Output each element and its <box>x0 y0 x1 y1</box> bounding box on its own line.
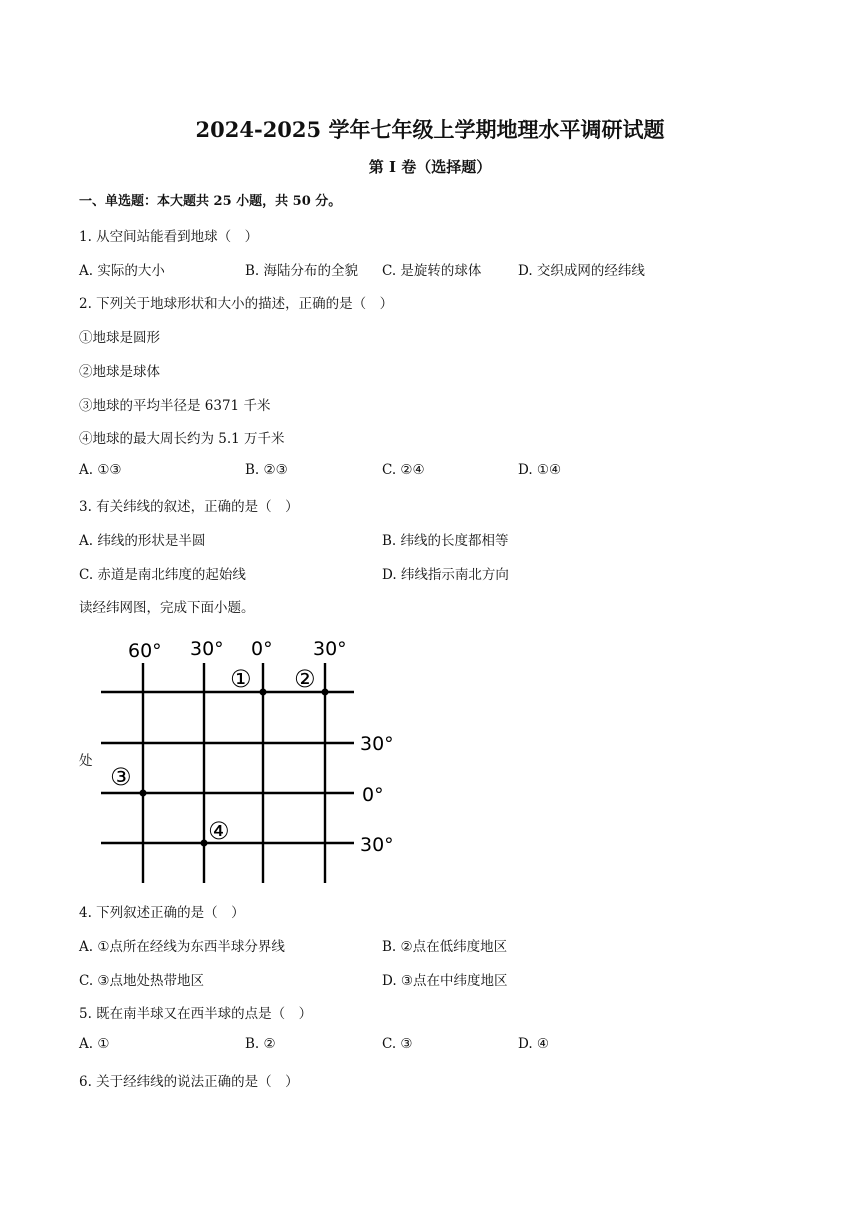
point-1-dot <box>260 689 267 696</box>
q2-option-a: A. ①③ <box>79 462 122 478</box>
point-label-3: ③ <box>110 763 132 791</box>
latitude-label-0: 0° <box>362 784 384 806</box>
q2-option-d: D. ①④ <box>518 462 562 478</box>
q1-option-d: D. 交织成网的经纬线 <box>518 263 645 279</box>
q4-option-c: C. ③点地处热带地区 <box>79 973 205 989</box>
q1-option-c: C. 是旋转的球体 <box>382 263 482 279</box>
question-2-stem: 2. 下列关于地球形状和大小的描述，正确的是（ ） <box>79 296 394 312</box>
question-4-stem: 4. 下列叙述正确的是（ ） <box>79 905 245 921</box>
q4-option-b: B. ②点在低纬度地区 <box>382 939 508 955</box>
section-heading: 一、单选题：本大题共 25 小题，共 50 分。 <box>79 194 342 209</box>
point-4-dot <box>201 840 208 847</box>
question-1-stem: 1. 从空间站能看到地球（ ） <box>79 229 259 245</box>
q5-option-d: D. ④ <box>518 1036 550 1052</box>
q2-statement-2: ②地球是球体 <box>79 364 160 380</box>
question-6-stem: 6. 关于经纬线的说法正确的是（ ） <box>79 1074 299 1090</box>
q5-option-b: B. ② <box>245 1036 276 1052</box>
q1-option-b: B. 海陆分布的全貌 <box>245 263 359 279</box>
latitude-label-30-south: 30° <box>360 834 394 856</box>
question-5-stem: 5. 既在南半球又在西半球的点是（ ） <box>79 1006 313 1022</box>
q4-option-a: A. ①点所在经线为东西半球分界线 <box>79 939 285 955</box>
latitude-label-30-north: 30° <box>360 733 394 755</box>
q3-option-c: C. 赤道是南北纬度的起始线 <box>79 567 246 583</box>
q5-option-a: A. ① <box>79 1036 110 1052</box>
longitude-label-30-east: 30° <box>313 638 347 660</box>
lat-long-grid-figure <box>96 633 406 888</box>
q2-statement-3: ③地球的平均半径是 6371 千米 <box>79 398 271 414</box>
q3-option-d: D. 纬线指示南北方向 <box>382 567 509 583</box>
q5-option-c: C. ③ <box>382 1036 413 1052</box>
longitude-label-60: 60° <box>128 640 162 662</box>
q4-option-d: D. ③点在中纬度地区 <box>382 973 508 989</box>
q1-option-a: A. 实际的大小 <box>79 263 165 279</box>
q3-option-b: B. 纬线的长度都相等 <box>382 533 509 549</box>
longitude-label-30-west: 30° <box>190 638 224 660</box>
longitude-label-0: 0° <box>251 638 273 660</box>
reading-prompt: 读经纬网图，完成下面小题。 <box>79 600 255 616</box>
q2-statement-4: ④地球的最大周长约为 5.1 万千米 <box>79 431 285 447</box>
q2-statement-1: ①地球是圆形 <box>79 330 160 346</box>
question-3-stem: 3. 有关纬线的叙述，正确的是（ ） <box>79 499 299 515</box>
point-label-1: ① <box>230 665 252 693</box>
point-label-2: ② <box>294 665 316 693</box>
q2-option-c: C. ②④ <box>382 462 425 478</box>
point-label-4: ④ <box>208 817 230 845</box>
side-label: 处 <box>79 753 93 769</box>
point-2-dot <box>322 689 329 696</box>
q2-option-b: B. ②③ <box>245 462 288 478</box>
page-title: 2024-2025 学年七年级上学期地理水平调研试题 <box>195 117 665 142</box>
page-subtitle: 第 I 卷（选择题） <box>368 158 492 176</box>
point-3-dot <box>140 790 147 797</box>
q3-option-a: A. 纬线的形状是半圆 <box>79 533 206 549</box>
